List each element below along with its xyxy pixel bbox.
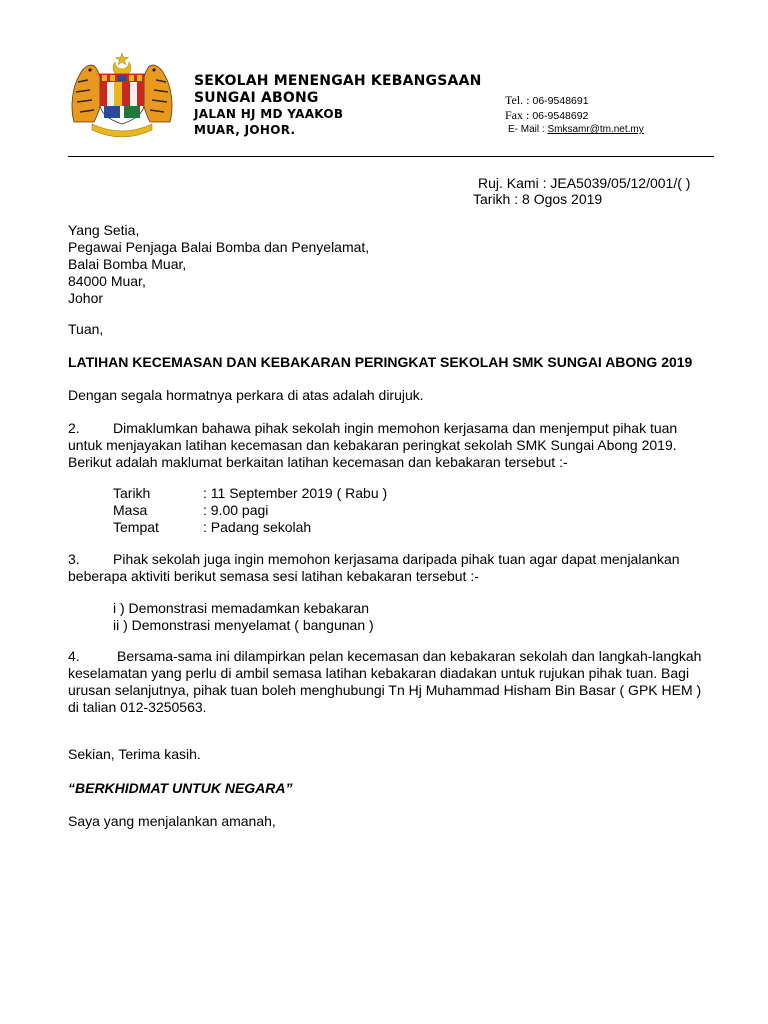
closing: Sekian, Terima kasih.: [68, 746, 201, 762]
detail-label: Masa: [113, 502, 148, 518]
table-row: [113, 519, 387, 536]
school-name-line2: SUNGAI ABONG: [194, 90, 319, 106]
detail-value: : 9.00 pagi: [203, 502, 269, 518]
paragraph-number: 3.: [68, 551, 80, 567]
detail-value: : Padang sekolah: [203, 519, 312, 535]
email: [508, 124, 644, 135]
list-item: i ) Demonstrasi memadamkan kebakaran: [113, 600, 369, 616]
paragraph-2-text: Dimaklumkan bahawa pihak sekolah ingin memohon kerjasama dan menjemput pihak tuan untuk menjayakan latihan kecemasan dan kebakaran peringkat sekolah SMK Sungai Abong 2019.: [68, 420, 678, 453]
recipient-line: Yang Setia,: [68, 222, 140, 238]
recipient-line: Balai Bomba Muar,: [68, 256, 187, 272]
letterhead-divider: [68, 156, 714, 157]
fax-label: Fax :: [505, 108, 533, 122]
telephone: [505, 93, 589, 108]
letter-date: Tarikh : 8 Ogos 2019: [473, 191, 603, 207]
sign-off: Saya yang menjalankan amanah,: [68, 813, 276, 829]
tel-value: 06-9548691: [532, 95, 589, 107]
event-details-table: [113, 485, 387, 536]
recipient-line: Pegawai Penjaga Balai Bomba dan Penyelamat,: [68, 239, 370, 255]
coat-of-arms-logo: [68, 52, 176, 138]
paragraph-2: [68, 420, 713, 454]
reference-number: Ruj. Kami : JEA5039/05/12/001/( ): [478, 175, 691, 191]
school-address-line2: MUAR, JOHOR.: [194, 123, 296, 137]
recipient-line: Johor: [68, 290, 104, 306]
recipient-address: [68, 222, 369, 307]
letter-subject: LATIHAN KECEMASAN DAN KEBAKARAN PERINGKAT SEKOLAH SMK SUNGAI ABONG 2019: [68, 354, 693, 370]
paragraph-4-text: Bersama-sama ini dilampirkan pelan kecemasan dan kebakaran sekolah dan langkah-langkah keselamatan yang perlu di ambil semasa latihan kebakaran diadakan untuk rujukan pihak tuan. Bagi urusan selanjutnya, pihak tuan boleh menghubungi Tn Hj Muhammad Hisham Bin Basar ( GPK HEM ) di talian 012-3250563.: [68, 648, 702, 715]
fax: [505, 108, 588, 123]
list-item: ii ) Demonstrasi menyelamat ( bangunan ): [113, 617, 374, 633]
school-name-line1: SEKOLAH MENENGAH KEBANGSAAN: [194, 73, 482, 89]
paragraph-2-followup: Berikut adalah maklumat berkaitan latihan kecemasan dan kebakaran tersebut :-: [68, 454, 568, 470]
paragraph-number: 4.: [68, 648, 80, 664]
email-label: E- Mail :: [508, 124, 548, 135]
table-row: [113, 502, 387, 519]
tel-label: Tel. :: [505, 93, 533, 107]
paragraph-3: [68, 551, 713, 585]
salutation: Tuan,: [68, 321, 104, 337]
motto: “BERKHIDMAT UNTUK NEGARA”: [68, 780, 293, 796]
table-row: [113, 485, 387, 502]
paragraph-4: [68, 648, 713, 716]
school-address-line1: JALAN HJ MD YAAKOB: [194, 107, 344, 121]
recipient-line: 84000 Muar,: [68, 273, 146, 289]
paragraph-3-text: Pihak sekolah juga ingin memohon kerjasama daripada pihak tuan agar dapat menjalankan beberapa aktiviti berikut semasa sesi latihan kebakaran tersebut :-: [68, 551, 680, 584]
fax-value: 06-9548692: [532, 110, 589, 122]
email-link[interactable]: Smksamr@tm.net.my: [547, 124, 644, 135]
detail-label: Tempat: [113, 519, 159, 535]
detail-label: Tarikh: [113, 485, 151, 501]
activity-list: [113, 600, 374, 634]
paragraph-number: 2.: [68, 420, 80, 436]
paragraph-1: Dengan segala hormatnya perkara di atas adalah dirujuk.: [68, 387, 424, 403]
detail-value: : 11 September 2019 ( Rabu ): [203, 485, 388, 501]
